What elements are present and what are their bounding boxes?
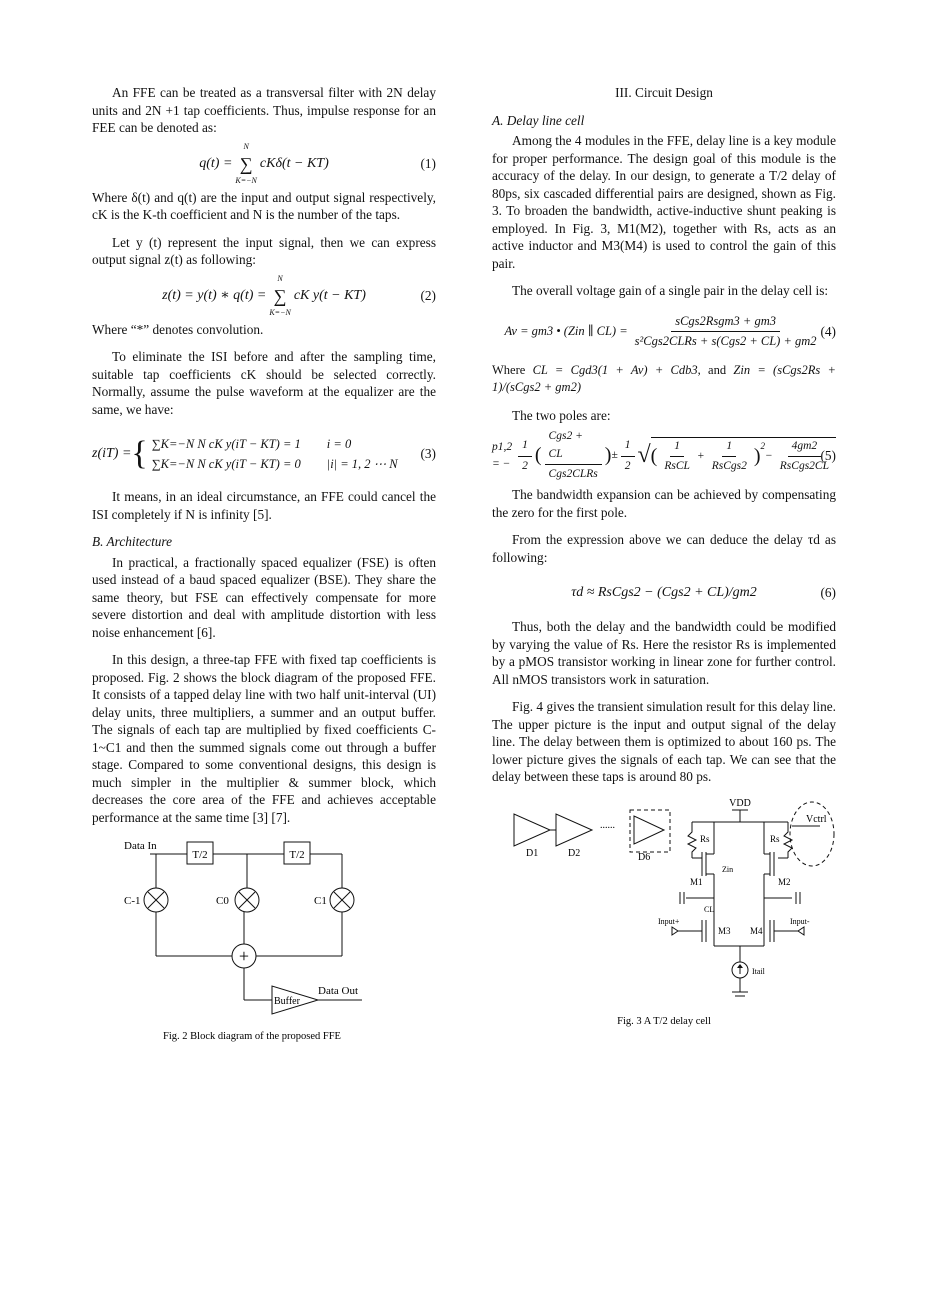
paragraph-delay-line: Among the 4 modules in the FFE, delay line is a key module for proper performance. The design goal of this module is the accuracy of the delay. In our design, to generate a T/2 delay of 80ps, six cascaded differential pairs are designed, shown as Fig. 3. To broaden the bandwidth, active-inductive shunt peaking is employed. In Fig. 3, M1(M2), together with Rs, acts as an active inductor and M3(M4) is used to control the gain of this pair. — [492, 133, 836, 271]
paragraph-fig4: Fig. 4 gives the transient simulation result for this delay line. The upper picture is the input and output signal of the delay line. The delay between them is optimized to about 160 ps. The lower picture gives the signals of each tap. We can see that the delay between these taps is around 80 ps. — [492, 699, 836, 784]
eq2-number: (2) — [420, 287, 436, 303]
fig2-c0: C0 — [216, 895, 229, 907]
eq3-row1-cond: i = 0 — [326, 437, 352, 451]
fig3-m3-label: M3 — [718, 925, 731, 936]
fig3-d6-box — [630, 810, 670, 852]
fig3-m1-label: M1 — [690, 876, 703, 887]
paragraph-eliminate-isi: To eliminate the ISI before and after the sampling time, suitable tap coefficients cK should be selected correctly. Normally, assume the pulse waveform at the equalizer are the same, we have: — [92, 349, 436, 417]
eq1-sum: N ∑ K=−N — [235, 142, 257, 185]
paragraph-modified-rs: Thus, both the delay and the bandwidth could be modified by varying the value of Rs. Here the resistor Rs is implemented by a pMOS transistor working in linear zone for further control. All nMOS transistors work in saturation. — [492, 619, 836, 687]
equation-5: p1,2 = − $\frac{1}{2}$ ( $\frac{\text{Cgs2 + CL}}{\text{Cgs2CLRs}}$ ) ± $\frac{1}{2}$ √ ( $\frac{1}{\text{RsCL}}$ + $\frac{1}{\text{RsCgs2}}$ ) $^2$ − $\frac{4gm2}{\text{RsCgs2CL}}$ (5) — [492, 434, 836, 478]
fig3-m4-label: M4 — [750, 925, 763, 936]
eq5-half-a: $\frac{1}{2}$ — [518, 437, 532, 475]
fig3-buffer-d2 — [556, 814, 592, 846]
paragraph-fse: In practical, a fractionally spaced equalizer (FSE) is often used instead of a baud spaced equalizer (BSE). They share the same theory, but FSE can effectively compensate for more severe distortion and deal with amplitude distortion with less noise enhancement [6]. — [92, 554, 436, 640]
right-column — [492, 84, 836, 1032]
paragraph-three-tap: In this design, a three-tap FFE with fixed tap coefficients is proposed. Fig. 2 shows the block diagram of the proposed FFE. It consists of a tapped delay line with two half unit-interval (UI) delay units, three multipliers, a summer and an output buffer. The signals of each tap are multiplied by fixed coefficients C-1~C1 and then the summed signals come out through a buffer stage. Compared to some conventional designs, this design is much simpler in the multiplier & summer block, which decreases the core area of the FFE and achieves acceptable performance at the same time [3] [7]. — [92, 652, 436, 825]
fig2-data-in: Data In — [124, 840, 157, 852]
fig3-rs-right-label: Rs — [770, 833, 780, 844]
equation-3 — [92, 428, 436, 480]
eq5-pm: ± — [611, 449, 618, 462]
fig3-rs-left — [688, 822, 696, 858]
eq4-denominator: s²Cgs2CLRs + s(Cgs2 + CL) + gm2 — [634, 334, 817, 348]
eq3-brace: { — [131, 435, 148, 472]
fig3-input-minus: Input- — [790, 916, 810, 926]
eq3-row1: ∑K=−N N cK y(iT − KT) = 1 — [151, 437, 301, 451]
fig3-input-plus: Input+ — [658, 916, 680, 926]
where-prefix: Where — [492, 362, 526, 377]
fig2-caption: Fig. 2 Block diagram of the proposed FFE — [163, 1031, 341, 1042]
paragraph-two-poles: The two poles are: — [512, 407, 611, 423]
fig3-input-minus-port — [798, 927, 804, 935]
paragraph-bandwidth: The bandwidth expansion can be achieved by compensating the zero for the first pole. — [492, 487, 836, 520]
eq5-lhs: p1,2 = − — [492, 440, 513, 470]
fig2-delay1-label: T/2 — [192, 849, 208, 861]
section-a-heading: A. Delay line cell — [492, 112, 585, 128]
paragraph-convolution: Where “*” denotes convolution. — [92, 321, 264, 337]
equation-1 — [92, 142, 436, 185]
eq3-lhs: z(iT) = — [92, 446, 132, 462]
paragraph-let-y: Let y (t) represent the input signal, then we can express output signal z(t) as following: — [92, 234, 436, 267]
fig3-vctrl: Vctrl — [806, 813, 827, 825]
fig2-c-minus1: C-1 — [124, 895, 141, 907]
fig2-c1: C1 — [314, 895, 327, 907]
fig2-buffer-label: Buffer — [274, 996, 300, 1007]
eq3-rows — [152, 434, 398, 474]
fig3-cl: CL — [704, 904, 715, 914]
fig2-data-out: Data Out — [318, 985, 359, 997]
fig2-delay2-label: T/2 — [289, 849, 305, 861]
eq4-number: (4) — [820, 323, 836, 339]
eq2-sum: N ∑ K=−N — [269, 274, 291, 317]
fig3-vdd: VDD — [729, 797, 751, 809]
eq5-half-b: $\frac{1}{2}$ — [621, 437, 635, 475]
cl-expression: CL = Cgd3(1 + Av) + Cdb3 — [532, 362, 698, 377]
paragraph-ffe-intro: An FFE can be treated as a transversal filter with 2N delay units and 2N +1 tap coefficients. Thus, impulse response for an FEE can be denoted as: — [92, 85, 436, 135]
and-word: , and — [697, 362, 727, 377]
eq3-row2-cond: |i| = 1, 2 ⋯ N — [326, 457, 398, 471]
fig3-buffer-d1 — [514, 814, 550, 846]
paragraph-deduce-delay: From the expression above we can deduce the delay τd as following: — [492, 532, 836, 565]
fig3-input-plus-port — [672, 927, 678, 935]
eq2-term: cK y(t − KT) — [293, 287, 366, 303]
section-iii-heading: III. Circuit Design — [615, 85, 713, 100]
fig3-vctrl-region — [790, 802, 834, 866]
equation-2 — [92, 274, 436, 317]
eq2-lhs: z(t) = y(t) ∗ q(t) = — [162, 287, 267, 303]
paragraph-where-cl-zin — [492, 362, 836, 397]
eq1-term: cKδ(t − KT) — [259, 155, 329, 171]
section-b-heading: B. Architecture — [92, 534, 173, 549]
fig3-zin: Zin — [722, 864, 734, 874]
eq3-row2: ∑K=−N N cK y(iT − KT) = 0 — [151, 457, 301, 471]
fig3-m2-label: M2 — [778, 876, 791, 887]
fig3-itail: Itail — [752, 966, 765, 976]
eq4-lhs: Av = gm3 • (Zin ∥ CL) = — [504, 323, 628, 338]
zin-expression: Zin = (sCgs2Rs + 1)/(sCgs2 + gm2) — [492, 362, 836, 394]
fig3-d2: D2 — [568, 847, 581, 859]
paragraph-ideal-ffe: It means, in an ideal circumstance, an FFE could cancel the ISI completely if N is infinity [5]. — [92, 489, 436, 522]
eq4-fraction — [631, 313, 821, 351]
eq6-number: (6) — [820, 585, 836, 601]
eq1-lhs: q(t) = — [199, 155, 233, 171]
eq3-number: (3) — [420, 446, 436, 462]
fig3-delay-cell-schematic — [492, 796, 836, 1032]
fig3-rs-left-label: Rs — [700, 833, 710, 844]
eq6-body: τd ≈ RsCgs2 − (Cgs2 + CL)/gm2 — [571, 585, 757, 601]
eq5-radicand: ( $\frac{1}{\text{RsCL}}$ + $\frac{1}{\text{RsCgs2}}$ ) $^2$ − $\frac{4gm2}{\text{RsCgs2CL}}$ — [651, 437, 836, 476]
fig3-dots: ...... — [600, 819, 615, 831]
paragraph-voltage-gain: The overall voltage gain of a single pair in the delay cell is: — [512, 283, 829, 298]
eq5-number: (5) — [820, 448, 836, 464]
paragraph-where-delta: Where δ(t) and q(t) are the input and output signal respectively, cK is the K-th coefficient and N is the number of the taps. — [92, 189, 436, 222]
fig3-d1: D1 — [526, 847, 539, 859]
left-column — [92, 84, 436, 1046]
fig3-caption: Fig. 3 A T/2 delay cell — [617, 1015, 711, 1027]
fig3-buffer-d6 — [634, 816, 664, 844]
eq4-numerator: sCgs2Rsgm3 + gm3 — [671, 313, 780, 333]
eq5-frac-1: $\frac{\text{Cgs2 + CL}}{\text{Cgs2CLRs}}$ — [545, 428, 602, 484]
equation-4 — [492, 310, 836, 354]
fig2-plus-sign: + — [238, 946, 250, 966]
fig3-d6: D6 — [638, 851, 651, 863]
fig2-block-diagram — [92, 836, 436, 1046]
eq1-number: (1) — [420, 155, 436, 171]
equation-6 — [492, 576, 836, 610]
